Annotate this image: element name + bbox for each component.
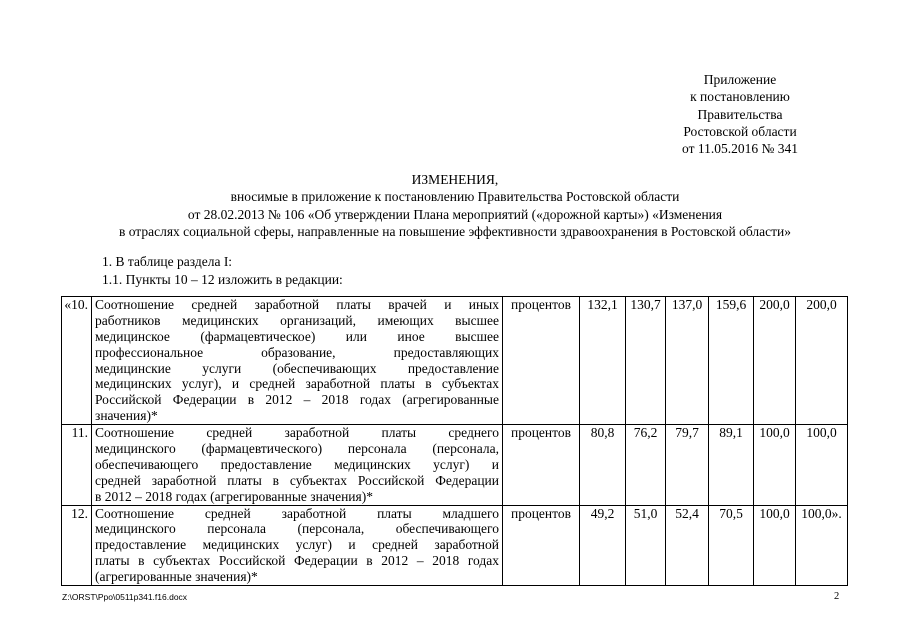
description-line: в 2012 – 2018 годах (агрегированные значения)*: [95, 488, 373, 504]
row-description: [92, 425, 503, 505]
description-line: медицинских услуг), и средней заработной платы в субъектах: [95, 376, 499, 392]
row-value: 80,8: [580, 425, 626, 505]
description-line: работников медицинских организаций, имеющих высшее: [95, 312, 499, 328]
intro-paragraphs: [102, 253, 343, 288]
table-row: [62, 505, 848, 585]
title-line: в отраслях социальной сферы, направленные на повышение эффективности здравоохранения в Ростовской области»: [118, 223, 791, 239]
description-line: Соотношение средней заработной платы среднего: [95, 425, 499, 441]
row-value: 89,1: [709, 425, 754, 505]
row-value: 100,0: [796, 425, 848, 505]
description-line: средней заработной платы в субъектах Российской Федерации: [95, 472, 499, 488]
description-line: медицинские услуги (обеспечивающих предоставление: [95, 360, 499, 376]
title-heading: ИЗМЕНЕНИЯ,: [411, 172, 499, 187]
appendix-line: к постановлению: [690, 89, 790, 105]
description-line: предоставление медицинских услуг) и средней заработной: [95, 537, 499, 553]
row-value: 100,0».: [796, 505, 848, 585]
description-line: Российской Федерации в 2012 – 2018 годах (агрегированные: [95, 392, 499, 408]
row-number: 12.: [62, 505, 92, 585]
row-value: 137,0: [666, 297, 709, 425]
intro-line: 1.1. Пункты 10 – 12 изложить в редакции:: [102, 271, 343, 287]
row-value: 100,0: [754, 505, 796, 585]
row-value: 100,0: [754, 425, 796, 505]
document-title: [50, 171, 860, 240]
row-value: 52,4: [666, 505, 709, 585]
description-line: медицинского персонала (персонала, обеспечивающего: [95, 521, 499, 537]
indicators-table: [61, 296, 848, 586]
row-unit: процентов: [503, 425, 580, 505]
row-description: [92, 505, 503, 585]
appendix-line: Ростовской области: [683, 123, 797, 139]
row-value: 159,6: [709, 297, 754, 425]
row-unit: процентов: [503, 297, 580, 425]
table-row: [62, 297, 848, 425]
description-line: обеспечивающего предоставление медицинских услуг) и: [95, 456, 499, 472]
description-line: (агрегированные значения)*: [95, 569, 258, 585]
description-line: Соотношение средней заработной платы младшего: [95, 505, 499, 521]
row-unit: процентов: [503, 505, 580, 585]
row-value: 130,7: [626, 297, 666, 425]
row-value: 79,7: [666, 425, 709, 505]
row-value: 76,2: [626, 425, 666, 505]
row-value: 132,1: [580, 297, 626, 425]
description-line: профессиональное образование, предоставляющих: [95, 344, 499, 360]
description-line: Соотношение средней заработной платы врачей и иных: [95, 297, 499, 312]
row-description: [92, 297, 503, 425]
description-line: медицинского (фармацевтического) персонала (персонала,: [95, 441, 499, 457]
row-number: 11.: [62, 425, 92, 505]
row-value: 200,0: [796, 297, 848, 425]
title-line: от 28.02.2013 № 106 «Об утверждении Плана мероприятий («дорожной карты») «Изменения: [187, 206, 723, 222]
file-path: Z:\ORST\Ppo\0511p341.f16.docx: [62, 592, 188, 602]
appendix-line: от 11.05.2016 № 341: [682, 141, 798, 157]
description-line: значения)*: [95, 408, 158, 424]
row-number: «10.: [62, 297, 92, 425]
appendix-line: Правительства: [697, 106, 783, 122]
row-value: 51,0: [626, 505, 666, 585]
row-value: 49,2: [580, 505, 626, 585]
description-line: медицинское (фармацевтическое) или иное высшее: [95, 328, 499, 344]
row-value: 200,0: [754, 297, 796, 425]
appendix-line: Приложение: [703, 72, 777, 87]
row-value: 70,5: [709, 505, 754, 585]
page-number: 2: [834, 591, 840, 602]
title-line: вносимые в приложение к постановлению Правительства Ростовской области: [230, 189, 680, 205]
appendix-block: [640, 71, 840, 157]
description-line: платы в субъектах Российской Федерации в 2012 – 2018 годах: [95, 553, 499, 569]
intro-line: 1. В таблице раздела I:: [102, 254, 233, 269]
table-row: [62, 425, 848, 505]
